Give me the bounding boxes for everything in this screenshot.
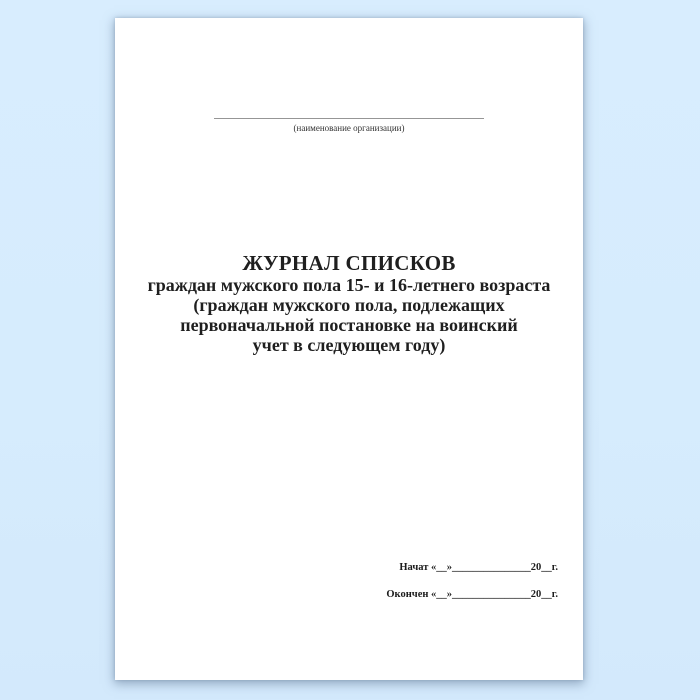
date-started-line: Начат «__»_______________20__г. xyxy=(399,562,558,573)
document-subtitle-line: граждан мужского пола 15- и 16-летнего возраста xyxy=(147,275,551,295)
document-subtitle-line: первоначальной постановке на воинский xyxy=(180,315,518,335)
journal-dates-block xyxy=(386,562,558,601)
organization-name-caption: (наименование организации) xyxy=(293,123,405,133)
date-finished-line: Окончен «__»_______________20__г. xyxy=(386,589,558,600)
document-page xyxy=(115,18,583,680)
document-title: ЖУРНАЛ СПИСКОВ xyxy=(242,251,456,275)
document-subtitle-line: учет в следующем году) xyxy=(252,335,446,355)
document-title-block xyxy=(125,251,573,355)
document-subtitle-line: (граждан мужского пола, подлежащих xyxy=(193,295,505,315)
organization-name-blank-line: ______________________________________________________ xyxy=(214,110,484,120)
organization-name-block xyxy=(115,104,583,133)
